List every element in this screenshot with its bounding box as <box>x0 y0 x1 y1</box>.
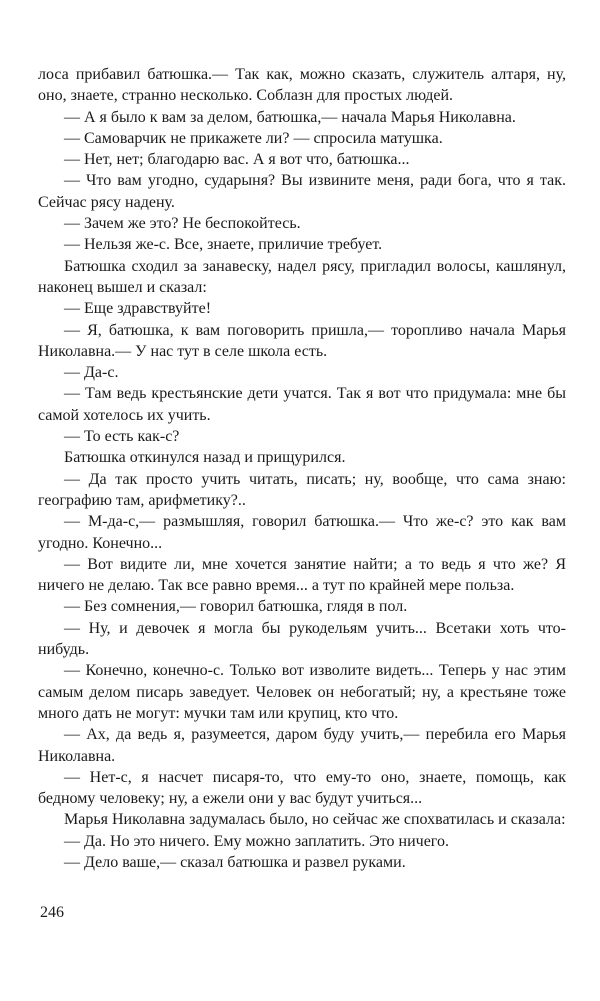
paragraph: — То есть как-с? <box>64 428 180 446</box>
paragraph: — Зачем же это? Не беспокойтесь. <box>64 215 301 233</box>
paragraph: Батюшка откинулся назад и прищурился. <box>64 449 346 467</box>
paragraph: — Конечно, конечно-с. Только вот изволите видеть... Теперь у нас этим самым делом писарь заведует. Человек он небогатый; ну, а крестьяне тоже много дать не могут: мучки там или крупиц, кто что. <box>38 662 566 722</box>
paragraph: — Вот видите ли, мне хочется занятие найти; а то ведь я что же? Я ничего не делаю. Так все равно время... а тут по крайней мере польза. <box>38 555 566 595</box>
paragraph: — Без сомнения,— говорил батюшка, глядя в пол. <box>64 598 408 616</box>
paragraph: — М-да-с,— размышляя, говорил батюшка.— Что же-с? это как вам угодно. Конечно... <box>38 513 566 552</box>
paragraph: лоса прибавил батюшка.— Так как, можно сказать, служитель алтаря, ну, оно, знаете, странно несколько. Соблазн для простых людей. <box>38 66 566 105</box>
paragraph: — Да. Но это ничего. Ему можно заплатить. Это ничего. <box>64 832 449 850</box>
paragraph: — Нельзя же-с. Все, знаете, приличие требует. <box>64 236 383 254</box>
paragraph: — А я было к вам за делом, батюшка,— начала Марья Николавна. <box>64 108 516 126</box>
paragraph: — Да-с. <box>64 364 119 382</box>
paragraph: Батюшка сходил за занавеску, надел рясу, пригладил волосы, кашлянул, наконец вышел и сказал: <box>38 257 566 296</box>
paragraph: — Ну, и девочек я могла бы рукодельям учить... Всетаки хоть что-нибудь. <box>38 619 566 659</box>
paragraph: — Еще здравствуйте! <box>64 300 212 318</box>
paragraph: Марья Николавна задумалась было, но сейчас же спохватилась и сказала: <box>64 811 566 829</box>
paragraph: — Нет-с, я насчет писаря-то, что ему-то оно, знаете, помощь, как бедному человеку; ну, а ежели они у вас будут учиться... <box>38 768 566 808</box>
paragraph: — Самоварчик не прикажете ли? — спросила матушка. <box>64 129 443 147</box>
paragraph: — Да так просто учить читать, писать; ну, вообще, что сама знаю: географию там, арифметику?.. <box>38 470 566 509</box>
page-text-block <box>38 64 566 873</box>
page-number: 246 <box>40 904 64 921</box>
paragraph: — Ах, да ведь я, разумеется, даром буду учить,— перебила его Марья Николавна. <box>38 726 566 765</box>
paragraph: — Что вам угодно, сударыня? Вы извините меня, ради бога, что я так. Сейчас рясу надену. <box>38 172 566 211</box>
paragraph: — Нет, нет; благодарю вас. А я вот что, батюшка... <box>64 151 410 169</box>
paragraph: — Там ведь крестьянские дети учатся. Так я вот что придумала: мне бы самой хотелось их учить. <box>38 385 566 424</box>
paragraph: — Я, батюшка, к вам поговорить пришла,— торопливо начала Марья Николавна.— У нас тут в селе школа есть. <box>38 321 566 360</box>
paragraph: — Дело ваше,— сказал батюшка и развел руками. <box>64 853 406 871</box>
